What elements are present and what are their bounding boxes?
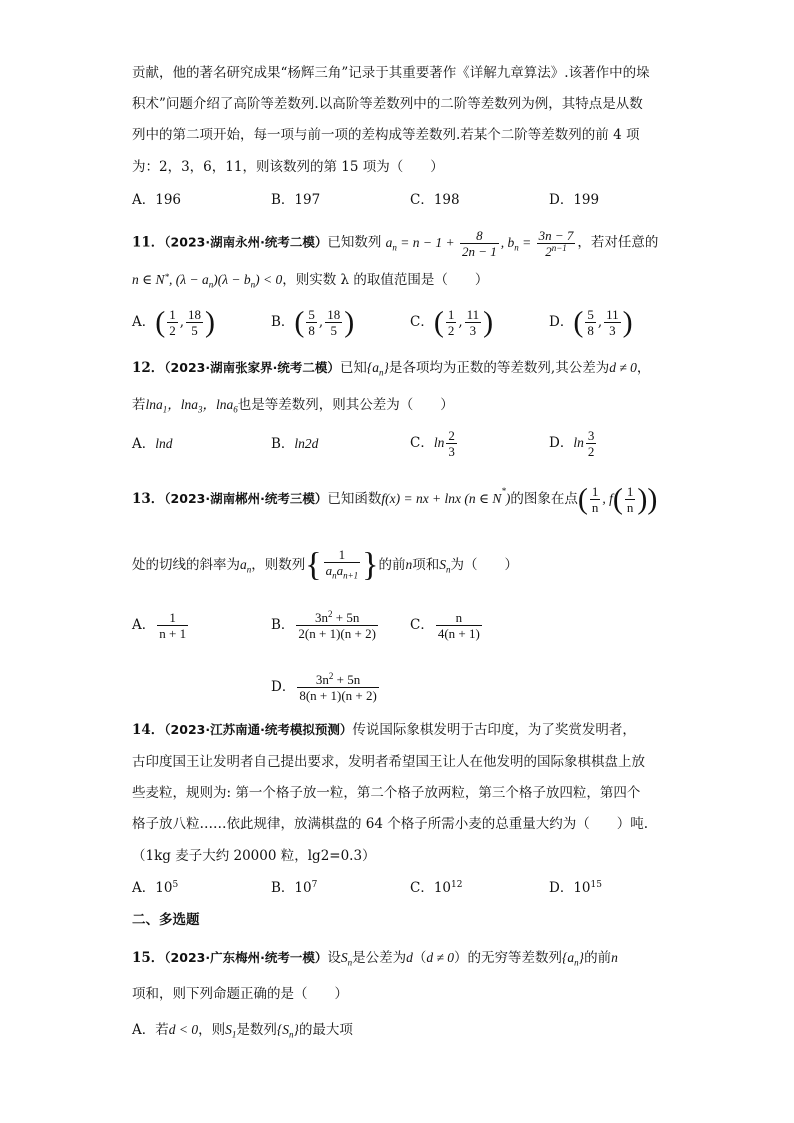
q14-option-b[interactable]: B．$10^7$ xyxy=(271,880,318,896)
q14-stem-line4: 格子放八粒……依此规律，放满棋盘的 64 个格子所需小麦的总重量大约为（ ）吨. xyxy=(132,816,649,832)
question-number: 11． xyxy=(132,234,165,251)
question-source: （2023·江苏南通·统考模拟预测） xyxy=(164,722,353,737)
q15-stem-line2: 项和，则下列命题正确的是（ ） xyxy=(132,986,348,1002)
q12-stem-line2: 若lna$_1$，lna$_3$，lna$_6$也是等差数列，则其公差为（ ） xyxy=(132,397,454,415)
q14-stem-line5: （1kg 麦子大约 20000 粒，lg2=0.3） xyxy=(132,848,376,864)
q11-option-c[interactable]: C．( $\frac{1}{2}$ , $\frac{11}{3}$ ) xyxy=(410,305,494,339)
question-number: 15． xyxy=(132,950,165,966)
q14-stem-line1: 14．（2023·江苏南通·统考模拟预测）传说国际象棋发明于古印度，为了奖赏发明者， xyxy=(132,722,636,738)
q10-text-line1: 贡献，他的著名研究成果“杨辉三角”记录于其重要著作《详解九章算法》.该著作中的垛 xyxy=(132,65,650,81)
q11-stem-line2: n ∈ N*, $(\lambda - a_n)(\lambda - b_n) < 0$，则实数 λ 的取值范围是（ ） xyxy=(132,272,489,290)
q14-option-c[interactable]: C．$10^{12}$ xyxy=(410,880,463,896)
q12-stem-line1: 12．（2023·湖南张家界·统考二模）已知$\{a_n\}$是各项均为正数的等差数列,其公差为d ≠ 0， xyxy=(132,360,651,378)
formula-fx: f(x) = nx + lnx (n ∈ N*) xyxy=(381,486,511,506)
q14-stem-line2: 古印度国王让发明者自己提出要求，发明者希望国王让人在他发明的国际象棋棋盘上放 xyxy=(132,754,645,770)
q15-stem-line1: 15．（2023·广东梅州·统考一模）设$S_n$是公差为d（d ≠ 0）的无穷等差数列$\{a_n\}$的前n xyxy=(132,950,618,968)
q12-option-d[interactable]: D．ln $\frac{3}{2}$ xyxy=(549,428,595,459)
q10-text-line4: 为：2，3，6，11，则该数列的第 15 项为（ ） xyxy=(132,159,444,175)
q12-option-c[interactable]: C．ln $\frac{2}{3}$ xyxy=(410,428,455,459)
q11-stem-line1: 11．（2023·湖南永州·统考二模）已知数列 $a_n = n - 1$ + $\frac{8}{2n - 1}$ , $b_n$ = $\frac{3n - 7}{2^{n-1}}$ ，若对任意的 xyxy=(132,228,659,259)
q14-option-a[interactable]: A．$10^5$ xyxy=(132,880,179,896)
q13-stem-line2: 处的切线的斜率为$a_n$，则数列{ $\frac{1}{a_na_{n+1}}$ }的前n项和$S_n$为（ ） xyxy=(132,546,518,584)
q11-option-a[interactable]: A．( $\frac{1}{2}$ , $\frac{18}{5}$ ) xyxy=(132,305,216,339)
q10-option-c[interactable]: C．198 xyxy=(410,192,460,208)
question-number: 13． xyxy=(132,491,165,507)
question-number: 12． xyxy=(132,360,165,376)
q13-option-a[interactable]: A． $\frac{1}{n + 1}$ xyxy=(132,610,187,641)
q13-option-b[interactable]: B． $\frac{3n^2 + 5n}{2(n + 1)(n + 2)}$ xyxy=(271,609,376,641)
formula-d: d ≠ 0 xyxy=(609,360,637,375)
q13-option-d[interactable]: D． $\frac{3n^2 + 5n}{8(n + 1)(n + 2)}$ xyxy=(271,671,377,703)
q10-option-a[interactable]: A．196 xyxy=(132,192,182,208)
question-source: （2023·湖南张家界·统考二模） xyxy=(164,360,340,375)
section-heading-multiple-choice: 二、多选题 xyxy=(132,912,200,928)
q10-option-d[interactable]: D．199 xyxy=(549,192,600,208)
question-number: 14． xyxy=(132,722,165,738)
formula-an: $a_n = n - 1$ + $\frac{8}{2n - 1}$ , $b_n$ = $\frac{3n - 7}{2^{n-1}}$ xyxy=(385,228,574,259)
q14-stem-line3: 些麦粒，规则为: 第一个格子放一粒，第二个格子放两粒，第三个格子放四粒，第四个 xyxy=(132,785,641,801)
question-source: （2023·湖南郴州·统考三模） xyxy=(164,491,328,506)
question-source: （2023·广东梅州·统考一模） xyxy=(164,950,328,965)
formula-seq: $\{a_n\}$ xyxy=(366,360,389,378)
q10-text-line2: 积术”问题介绍了高阶等差数列.以高阶等差数列中的二阶等差数列为例，其特点是从数 xyxy=(132,96,643,112)
q14-option-d[interactable]: D．$10^{15}$ xyxy=(549,880,602,896)
formula-condition: n ∈ N*, $(\lambda - a_n)(\lambda - b_n) < 0$ xyxy=(132,272,283,290)
formula-logs: lna$_1$，lna$_3$，lna$_6$ xyxy=(145,397,238,415)
q10-option-b[interactable]: B．197 xyxy=(271,192,321,208)
q11-option-b[interactable]: B．( $\frac{5}{8}$ , $\frac{18}{5}$ ) xyxy=(271,305,355,339)
q12-option-a[interactable]: A．lnd xyxy=(132,436,173,452)
q13-stem-line1: 13．（2023·湖南郴州·统考三模）已知函数f(x) = nx + lnx (n ∈ N*)的图象在点( $\frac{1}{n}$ , f( $\frac{1}{n}$ )) xyxy=(132,482,658,516)
q10-text-line3: 列中的第二项开始，每一项与前一项的差构成等差数列.若某个二阶等差数列的前 4 项 xyxy=(132,127,640,143)
q11-option-d[interactable]: D．( $\frac{5}{8}$ , $\frac{11}{3}$ ) xyxy=(549,305,633,339)
q13-option-c[interactable]: C． $\frac{n}{4(n + 1)}$ xyxy=(410,610,480,641)
q12-option-b[interactable]: B．ln2d xyxy=(271,436,319,452)
question-source: （2023·湖南永州·统考二模） xyxy=(164,234,328,250)
q15-option-a[interactable]: A．若d < 0，则$S_1$是数列$\{S_n\}$的最大项 xyxy=(132,1022,353,1040)
